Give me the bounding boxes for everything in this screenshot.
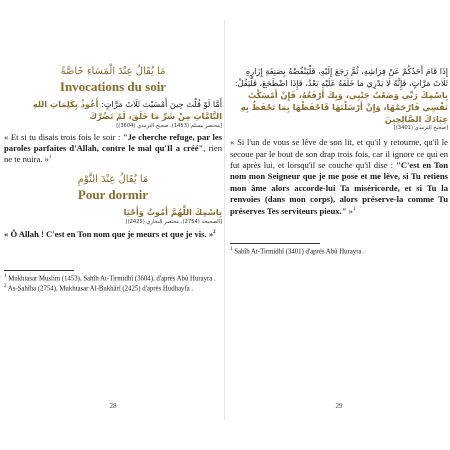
french-text-sleep-content: « Ô Allah ! C'est en Ton nom que je meurs et que je vis. »: [4, 228, 214, 239]
gutter-divider: [224, 20, 225, 420]
arabic-text-sleep-bold: بِاسْمِكَ اللَّهُمَّ أَمُوتُ وَأَحْيَا: [123, 206, 222, 217]
arabic-heading-sleep: مَا يُقَالُ عِنْدَ النَّوْمِ: [77, 173, 149, 185]
arabic-heading-evening: مَا يُقَالُ عِنْدَ الْمَسَاءِ خَاصَّةً: [60, 66, 166, 77]
footnote-ref: 1: [352, 206, 356, 212]
footnote-text: Mukhtasar Muslim (1453), Sahîh At-Tirmidhî (3604), d'après Abû Hurayra .: [8, 275, 216, 283]
arabic-text-bed: [230, 66, 448, 125]
footnote-ref: 1: [48, 155, 52, 161]
footnote-1: [4, 274, 222, 284]
french-text-sleep: [4, 229, 222, 240]
arabic-source-bed: [صحيح الترمذي (3401)]: [393, 125, 448, 132]
french-text-bed-end: »: [346, 205, 353, 216]
footnote-number: 1: [4, 274, 7, 280]
french-text-evening: [4, 132, 222, 166]
arabic-text-bed-bold: بِاسْمِكَ رَبِّي وَضَعْتُ جَنْبِي، وَبِكَ أَرْفَعُهُ، فَإِنْ أَمْسَكْتَ نَفْسِي فَارْحَمْهَا، وَإِنْ أَرْسَلْتَهَا فَاحْفَظْهَا بِمَا تَحْفَظُ بِهِ عِبَادَكَ الصَّالِحِينَ: [240, 89, 448, 124]
page-number: 28: [109, 402, 117, 410]
page-left: [4, 0, 222, 450]
footnote-2: [4, 284, 222, 294]
french-text-evening-b: , rien ne te nuira. »: [4, 143, 222, 165]
arabic-text-evening: [4, 99, 222, 123]
footnote-text: Sahîh At-Tirmidhî (3401) d'après Abû Hurayra .: [234, 248, 365, 256]
arabic-text-evening-plain: أَمَّا لَوْ قُلْتَ حِينَ أَمْسَيْتَ ثَلَاثَ مَرَّاتٍ:: [101, 99, 222, 109]
footnote-1: [230, 247, 448, 257]
french-text-evening-a: « Et si tu disais trois fois le soir :: [4, 131, 121, 142]
footnote-number: 1: [230, 246, 233, 252]
heading-pour-dormir: Pour dormir: [77, 186, 149, 202]
arabic-text-bed-plain: إِذَا قَامَ أَحَدُكُمْ عَنْ فِرَاشِهِ، ثُمَّ رَجَعَ إِلَيْهِ، فَلْيَنْفُضْهُ بِصَنِفَةِ إِزَارِهِ ثَلَاثَ مَرَّاتٍ، فَإِنَّهُ لَا يَدْرِي مَا خَلَفَهُ عَلَيْهِ بَعْدُ، فَإِذَا اضْطَجَعَ، فَلْيَقُلْ:: [234, 66, 448, 88]
heading-invocations-du-soir: Invocations du soir: [59, 79, 167, 94]
footnote-rule: [4, 270, 74, 271]
footnote-text: As-Sahîha (2754), Mukhtasar Al-Bukhârî (2425) d'après Hudhayfa .: [7, 285, 194, 293]
french-text-bed: [230, 137, 448, 216]
french-text-bed-bold: "C'est en Ton nom mon Seigneur que je me pose et me lève, si Tu retiens mon âme alors accorde-lui Ta miséricorde, et si Tu la renvoies (dans mon corps), alors préserve-la comme Tu préserves Tes serviteurs pieux.": [230, 160, 449, 216]
footnote-number: 2: [4, 283, 7, 289]
arabic-source-evening: [مختصر مسلم (1453)، صحيح الترمذي (3604)]: [116, 122, 222, 129]
footnote-ref: 2: [213, 229, 216, 235]
french-text-bed-a: « Si l'un de vous se lève de son lit, et qu'il y retourne, qu'il le secoue par le bout de son drap trois fois, car il ignore ce qui en fut après lui, et lorsqu'il se couche qu'il dise :: [230, 137, 448, 171]
arabic-source-sleep: [الصحيحة (2754)، مختصر البخاري (2425)]: [125, 218, 222, 225]
arabic-text-sleep: [4, 207, 222, 219]
page-right: [230, 0, 448, 450]
arabic-text-evening-bold: أَعُوذُ بِكَلِمَاتِ اللهِ التَّامَّاتِ مِنْ شَرِّ مَا خَلَقَ، لَمْ تَضُرَّكَ: [32, 99, 222, 121]
french-text-evening-bold: "Je cherche refuge, par les paroles parfaites d'Allah, contre le mal qu'Il a créé": [4, 131, 222, 154]
footnote-rule: [230, 243, 320, 244]
page-number: 29: [335, 402, 343, 410]
